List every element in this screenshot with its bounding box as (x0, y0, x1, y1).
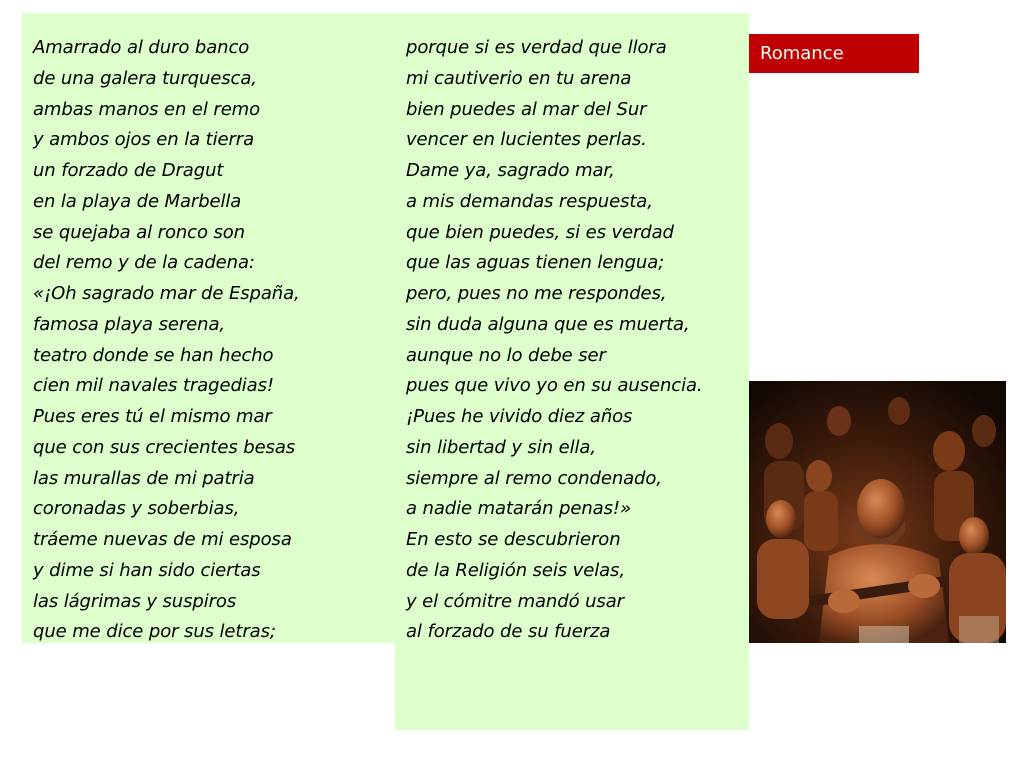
poem-line: sin libertad y sin ella, (406, 436, 596, 458)
poem-line: cien mil navales tragedias! (33, 375, 274, 397)
slide-title-box (749, 34, 919, 73)
poem-line: de una galera turquesca, (33, 67, 257, 89)
poem-line: en la playa de Marbella (33, 190, 242, 212)
poem-line: pues que vivo yo en su ausencia. (406, 375, 703, 397)
poem-column-right (395, 13, 749, 730)
poem-line: famosa playa serena, (33, 313, 225, 335)
poem-line: que las aguas tienen lengua; (406, 252, 665, 274)
poem-line: un forzado de Dragut (33, 160, 224, 181)
galley-rowers-photo-icon (749, 381, 1006, 643)
poem-line: teatro donde se han hecho (33, 344, 274, 366)
poem-line: que bien puedes, si es verdad (406, 221, 674, 243)
poem-line: coronadas y soberbias, (33, 498, 240, 520)
poem-line: siempre al remo condenado, (406, 467, 662, 489)
poem-line: ambas manos en el remo (33, 98, 261, 120)
poem-line: las murallas de mi patria (33, 467, 255, 489)
poem-line: que me dice por sus letras; (33, 621, 276, 643)
poem-line: las lágrimas y suspiros (33, 590, 237, 612)
poem-line: bien puedes al mar del Sur (406, 98, 647, 120)
poem-line: a mis demandas respuesta, (406, 190, 653, 212)
poem-line: sin duda alguna que es muerta, (406, 313, 690, 335)
poem-lines-right (406, 33, 703, 648)
poem-line: «¡Oh sagrado mar de España, (33, 283, 300, 304)
slide-title: Romance (760, 43, 844, 64)
poem-line: ¡Pues he vivido diez años (406, 406, 633, 427)
poem-line: pero, pues no me respondes, (406, 283, 667, 304)
poem-line: aunque no lo debe ser (406, 344, 606, 366)
poem-line: Pues eres tú el mismo mar (33, 406, 272, 427)
poem-line: a nadie matarán penas!» (406, 498, 631, 520)
poem-line: que con sus crecientes besas (33, 436, 296, 458)
poem-line: mi cautiverio en tu arena (406, 67, 632, 89)
poem-line: de la Religión seis velas, (406, 559, 625, 581)
poem-line: porque si es verdad que llora (406, 37, 667, 58)
poem-line: tráeme nuevas de mi esposa (33, 529, 292, 550)
poem-line: al forzado de su fuerza (406, 621, 611, 643)
poem-line: vencer en lucientes perlas. (406, 129, 647, 151)
poem-line: del remo y de la cadena: (33, 252, 255, 274)
poem-lines-left (33, 33, 300, 648)
poem-line: En esto se descubrieron (406, 529, 621, 550)
poem-line: y ambos ojos en la tierra (33, 129, 255, 151)
poem-line: y dime si han sido ciertas (33, 559, 261, 581)
poem-line: y el cómitre mandó usar (406, 590, 624, 612)
poem-line: se quejaba al ronco son (33, 221, 245, 243)
poem-line: Dame ya, sagrado mar, (406, 160, 615, 181)
poem-line: Amarrado al duro banco (33, 37, 250, 58)
poem-column-left (22, 13, 395, 643)
